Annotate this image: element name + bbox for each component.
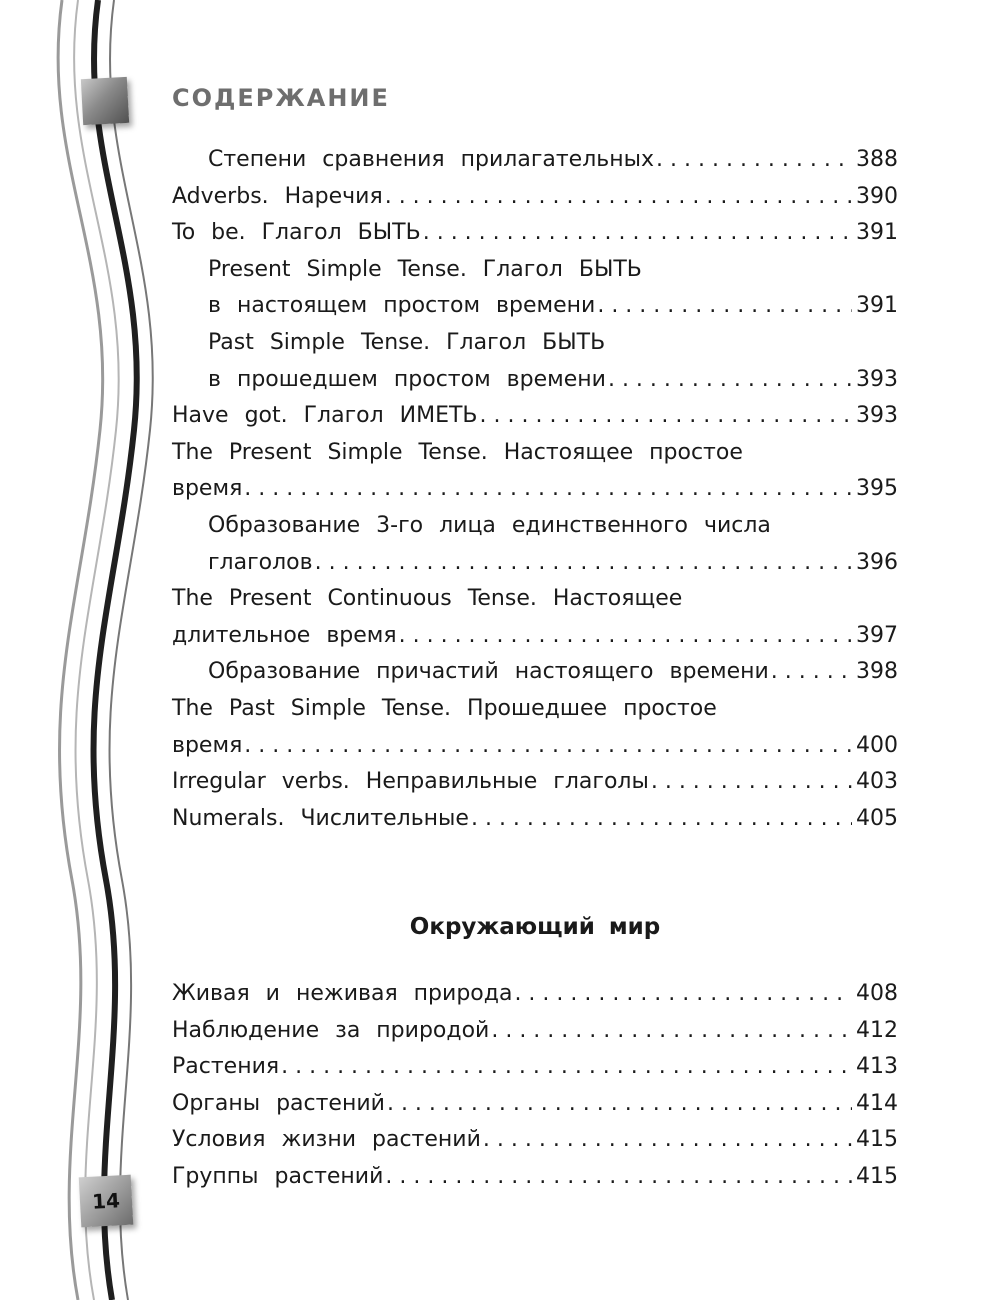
toc-dot-leader: [281, 1049, 852, 1086]
section-title: Окружающий мир: [409, 914, 661, 940]
toc-entry: [172, 581, 898, 618]
toc-entry: [172, 801, 898, 838]
toc-entry: [172, 1086, 898, 1123]
toc-dot-leader: [771, 654, 852, 691]
toc-dot-leader: [491, 1013, 852, 1050]
toc-entry-page: 400: [856, 732, 898, 758]
toc-dot-leader: [471, 801, 852, 838]
toc-entry: [172, 545, 898, 582]
toc-entry: [172, 764, 898, 801]
page-number-badge: [79, 1175, 134, 1228]
toc-entry-page: 393: [856, 403, 898, 429]
toc-entry-title: Условия жизни растений: [172, 1127, 481, 1153]
toc-entry: [172, 1122, 898, 1159]
toc-list-section2: [172, 976, 898, 1196]
toc-dot-leader: [608, 362, 852, 399]
toc-entry-title: время: [172, 732, 243, 758]
toc-dot-leader: [651, 764, 852, 801]
toc-entry-page: 413: [856, 1054, 898, 1080]
toc-entry: [172, 976, 898, 1013]
toc-dot-leader: [387, 1086, 852, 1123]
toc-entry-page: 388: [856, 147, 898, 172]
toc-entry: [172, 1159, 898, 1196]
toc-entry: [172, 1013, 898, 1050]
toc-entry-title: длительное время: [172, 622, 397, 648]
page-title: СОДЕРЖАНИЕ: [172, 84, 390, 112]
toc-list: [172, 142, 898, 837]
toc-entry: [172, 252, 898, 289]
toc-entry-title: Adverbs. Наречия: [172, 183, 383, 209]
toc-dot-leader: [483, 1122, 852, 1159]
toc-entry-page: 415: [856, 1127, 898, 1153]
toc-entry: [172, 1049, 898, 1086]
toc-entry: [172, 508, 898, 545]
toc-entry-title: Живая и неживая природа: [172, 981, 513, 1006]
wavy-lines-decoration: [0, 0, 180, 1300]
toc-entry-page: 395: [856, 476, 898, 502]
toc-entry: [172, 142, 898, 179]
header-square-icon: [81, 77, 129, 125]
toc-entry-title: глаголов: [208, 549, 313, 575]
toc-dot-leader: [244, 471, 852, 508]
toc-entry-page: 397: [856, 622, 898, 648]
toc-entry-title: Наблюдение за природой: [172, 1017, 490, 1043]
toc-entry: [172, 325, 898, 362]
toc-dot-leader: [385, 179, 852, 216]
toc-entry-page: 405: [856, 805, 898, 831]
toc-entry: [172, 288, 898, 325]
toc-entry-title: The Present Continuous Tense. Настоящее: [172, 586, 683, 612]
toc-entry-title: Irregular verbs. Неправильные глаголы: [172, 769, 649, 795]
toc-entry-title: время: [172, 476, 243, 502]
toc-entry-title: Have got. Глагол ИМЕТЬ: [172, 403, 478, 429]
toc-entry-page: 390: [856, 183, 898, 209]
toc-entry-page: 403: [856, 769, 898, 795]
toc-entry-page: 391: [856, 293, 898, 319]
toc-entry-page: 393: [856, 366, 898, 392]
toc-entry: [172, 179, 898, 216]
toc-entry-page: 414: [856, 1090, 898, 1116]
toc-entry-title: The Present Simple Tense. Настоящее простое: [172, 439, 743, 465]
toc-entry: [172, 435, 898, 472]
toc-entry-title: Группы растений: [172, 1163, 384, 1189]
toc-entry-title: Органы растений: [172, 1090, 385, 1116]
toc-entry: [172, 471, 898, 508]
toc-dot-leader: [315, 545, 852, 582]
toc-entry: [172, 362, 898, 399]
toc-entry-title: Numerals. Числительные: [172, 805, 469, 831]
toc-entry: [172, 398, 898, 435]
toc-entry-title: To be. Глагол БЫТЬ: [172, 220, 421, 246]
toc-dot-leader: [656, 142, 852, 179]
toc-entry-title: Степени сравнения прилагательных: [208, 147, 655, 172]
toc-entry-page: 412: [856, 1017, 898, 1043]
toc-dot-leader: [514, 976, 852, 1013]
toc-dot-leader: [423, 215, 852, 252]
page-number: 14: [91, 1188, 121, 1214]
toc-entry-title: Present Simple Tense. Глагол БЫТЬ: [208, 256, 642, 282]
toc-dot-leader: [480, 398, 852, 435]
toc-dot-leader: [244, 728, 852, 765]
toc-entry-title: Образование 3-го лица единственного числа: [208, 512, 771, 538]
toc-entry: [172, 215, 898, 252]
toc-entry-title: в настоящем простом времени: [208, 293, 596, 319]
toc-entry: [172, 654, 898, 691]
toc-entry: [172, 728, 898, 765]
toc-entry-page: 398: [856, 659, 898, 685]
toc-entry-title: Растения: [172, 1054, 280, 1080]
toc-entry-page: 391: [856, 220, 898, 246]
toc-dot-leader: [385, 1159, 852, 1196]
toc-dot-leader: [399, 618, 852, 655]
toc-entry-page: 396: [856, 549, 898, 575]
toc-entry-title: в прошедшем простом времени: [208, 366, 606, 392]
toc-entry: [172, 618, 898, 655]
toc-entry-page: 415: [856, 1163, 898, 1189]
toc-entry: [172, 691, 898, 728]
toc-entry-title: Past Simple Tense. Глагол БЫТЬ: [208, 329, 606, 355]
toc-entry-title: The Past Simple Tense. Прошедшее простое: [172, 695, 717, 721]
toc-entry-page: 408: [856, 981, 898, 1006]
toc-dot-leader: [597, 288, 852, 325]
toc-entry-title: Образование причастий настоящего времени: [208, 659, 769, 685]
